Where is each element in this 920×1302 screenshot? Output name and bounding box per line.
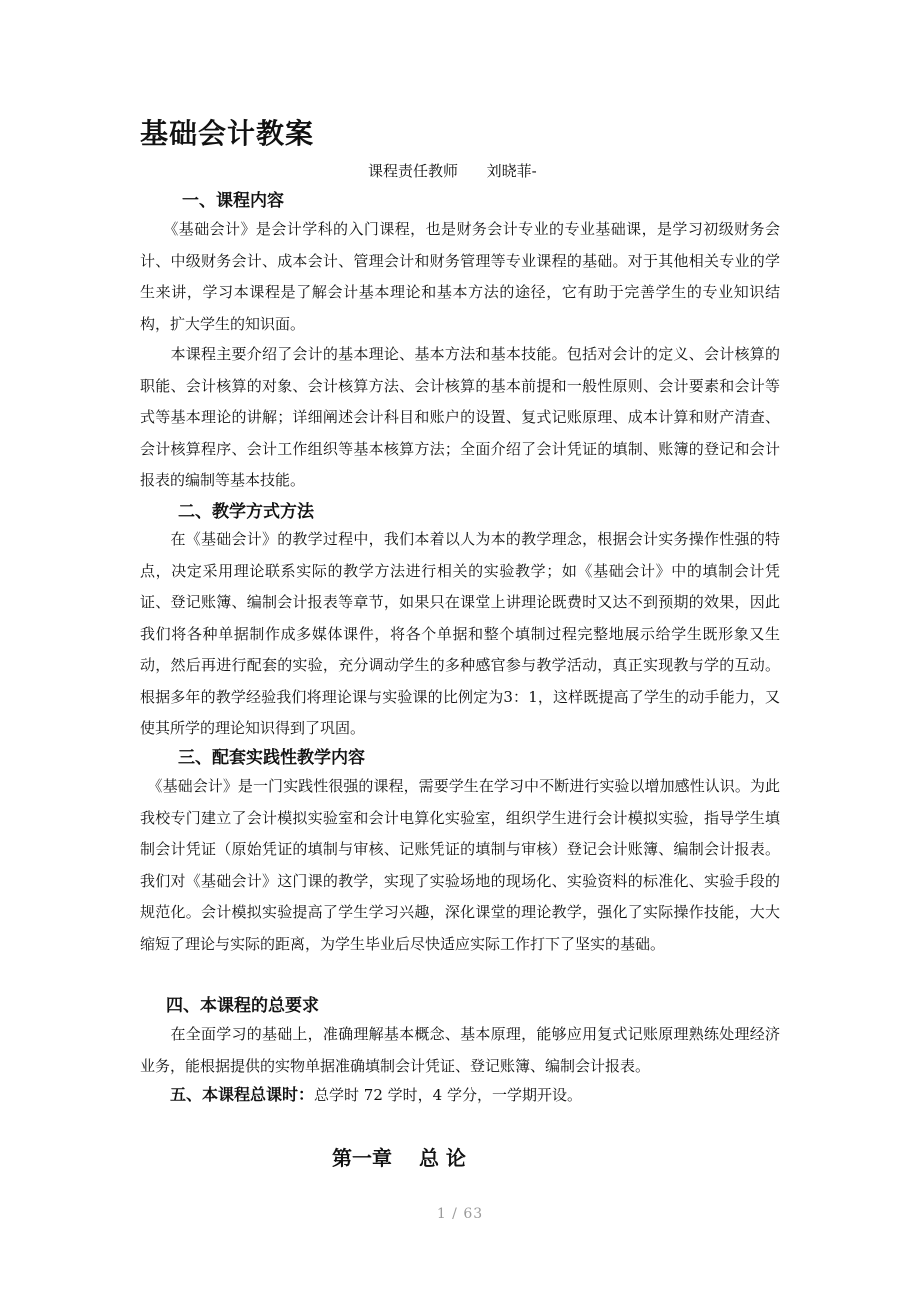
page-indicator: 1 / 63 xyxy=(436,1206,484,1222)
section-heading-2: 二、教学方式方法 xyxy=(178,502,314,522)
section-heading-4: 四、本课程的总要求 xyxy=(166,996,319,1016)
paragraph-3-1: 《基础会计》是一门实践性很强的课程，需要学生在学习中不断进行实验以增加感性认识。为此我校专门建立了会计模拟实验室和会计电算化实验室，组织学生进行会计模拟实验，指导学生填制会计凭证（原始凭证的填制与审核、记账凭证的填制与审核）登记会计账簿、编制会计报表。我们对《基础会计》这门课的教学，实现了实验场地的现场化、实验资料的标准化、实验手段的规范化。会计模拟实验提高了学生学习兴趣，深化课堂的理论教学，强化了实际操作技能，大大缩短了理论与实际的距离，为学生毕业后尽快适应实际工作打下了坚实的基础。 xyxy=(140,777,780,953)
section-heading-3: 三、配套实践性教学内容 xyxy=(178,748,365,768)
section-heading-1: 一、课程内容 xyxy=(182,191,284,211)
paragraph-1-1: 《基础会计》是会计学科的入门课程，也是财务会计专业的专业基础课，是学习初级财务会计、中级财务会计、成本会计、管理会计和财务管理等专业课程的基础。对于其他相关专业的学生来讲，学习本课程是了解会计基本理论和基本方法的途径，它有助于完善学生的专业知识结构，扩大学生的知识面。 xyxy=(140,220,780,333)
total-hours-label: 五、本课程总课时： xyxy=(170,1085,315,1104)
paragraph-2-1: 在《基础会计》的教学过程中，我们本着以人为本的教学理念，根据会计实务操作性强的特点，决定采用理论联系实际的教学方法进行相关的实验教学；如《基础会计》中的填制会计凭证、登记账簿、编制会计报表等章节，如果只在课堂上讲理论既费时又达不到预期的效果，因此我们将各种单据制作成多媒体课件，将各个单据和整个填制过程完整地展示给学生既形象又生动，然后再进行配套的实验，充分调动学生的多种感官参与教学活动，真正实现教与学的互动。根据多年的教学经验我们将理论课与实验课的比例定为3：1，这样既提高了学生的动手能力，又使其所学的理论知识得到了巩固。 xyxy=(140,530,780,737)
author-line: 课程责任教师 刘晓菲- xyxy=(368,162,537,180)
total-hours-row xyxy=(170,1082,582,1105)
chapter-heading: 第一章 总 论 xyxy=(332,1146,466,1170)
document-title: 基础会计教案 xyxy=(140,117,315,150)
total-hours-text: 总学时 72 学时，4 学分，一学期开设。 xyxy=(314,1086,582,1104)
paragraph-1-2: 本课程主要介绍了会计的基本理论、基本方法和基本技能。包括对会计的定义、会计核算的职能、会计核算的对象、会计核算方法、会计核算的基本前提和一般性原则、会计要素和会计等式等基本理论的讲解；详细阐述会计科目和账户的设置、复式记账原理、成本计算和财产清查、会计核算程序、会计工作组织等基本核算方法；全面介绍了会计凭证的填制、账簿的登记和会计报表的编制等基本技能。 xyxy=(140,345,780,489)
paragraph-4-1: 在全面学习的基础上，准确理解基本概念、基本原理，能够应用复式记账原理熟练处理经济业务，能根据提供的实物单据准确填制会计凭证、登记账簿、编制会计报表。 xyxy=(140,1025,780,1075)
